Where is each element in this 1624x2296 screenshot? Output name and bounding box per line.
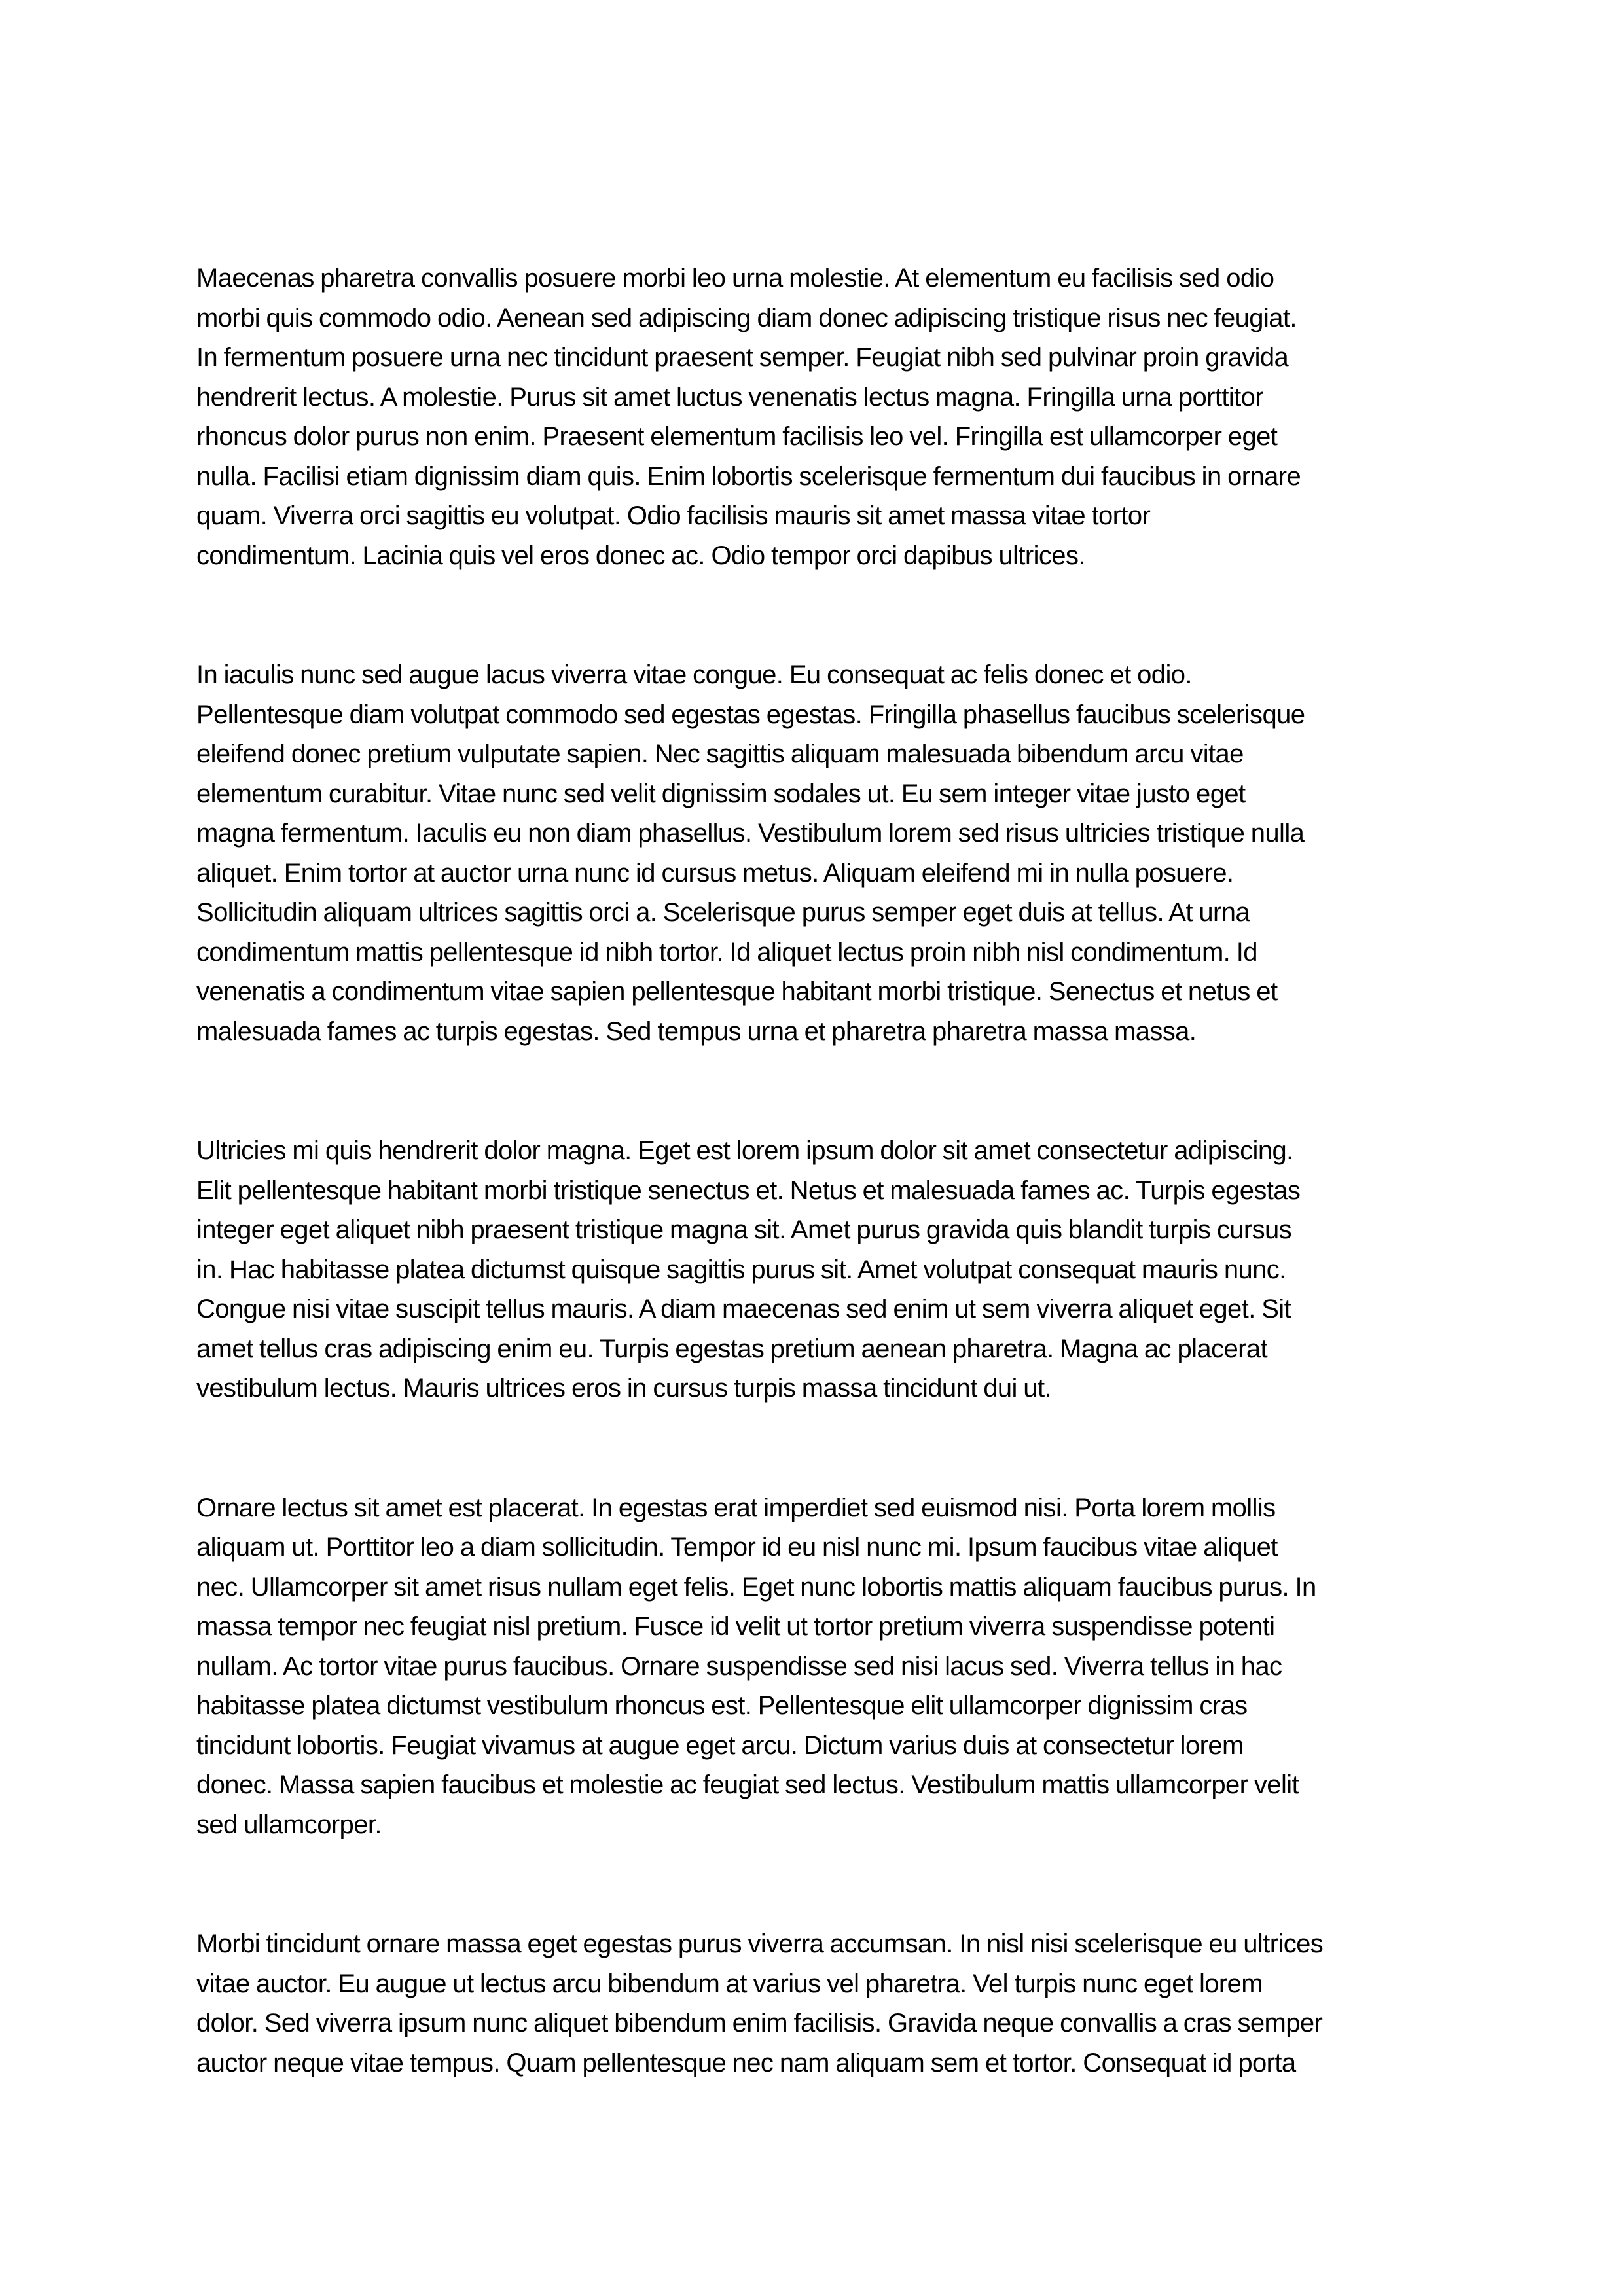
text-line: nec. Ullamcorper sit amet risus nullam eget felis. Eget nunc lobortis mattis aliquam faucibus purus. In (196, 1572, 1316, 1602)
text-line: Ultricies mi quis hendrerit dolor magna. Eget est lorem ipsum dolor sit amet consectetur adipiscing. (196, 1136, 1293, 1165)
text-line: condimentum mattis pellentesque id nibh tortor. Id aliquet lectus proin nibh nisl condimentum. Id (196, 937, 1257, 967)
text-line: Maecenas pharetra convallis posuere morbi leo urna molestie. At elementum eu facilisis sed odio (196, 264, 1274, 293)
text-line: magna fermentum. Iaculis eu non diam phasellus. Vestibulum lorem sed risus ultricies tristique nulla (196, 819, 1305, 848)
text-line: sed ullamcorper. (196, 1810, 382, 1839)
text-line: dolor. Sed viverra ipsum nunc aliquet bibendum enim facilisis. Gravida neque convallis a cras semper (196, 2009, 1323, 2037)
text-line: vitae auctor. Eu augue ut lectus arcu bibendum at varius vel pharetra. Vel turpis nunc eget lorem (196, 1969, 1263, 1998)
text-line: habitasse platea dictumst vestibulum rhoncus est. Pellentesque elit ullamcorper dignissim cras (196, 1691, 1248, 1720)
text-line: amet tellus cras adipiscing enim eu. Turpis egestas pretium aenean pharetra. Magna ac placerat (196, 1334, 1267, 1363)
text-line: Pellentesque diam volutpat commodo sed egestas egestas. Fringilla phasellus faucibus scelerisque (196, 700, 1305, 729)
paragraph-5 (196, 1924, 1440, 2083)
text-line: auctor neque vitae tempus. Quam pellentesque nec nam aliquam sem et tortor. Consequat id porta (196, 2048, 1296, 2077)
text-line: quam. Viverra orci sagittis eu volutpat. Odio facilisis mauris sit amet massa vitae tortor (196, 501, 1151, 530)
paragraph-1 (196, 259, 1440, 575)
paragraph-3 (196, 1131, 1440, 1408)
text-line: Elit pellentesque habitant morbi tristique senectus et. Netus et malesuada fames ac. Turpis egestas (196, 1175, 1301, 1205)
text-line: massa tempor nec feugiat nisl pretium. Fusce id velit ut tortor pretium viverra suspendisse potenti (196, 1612, 1275, 1641)
text-line: rhoncus dolor purus non enim. Praesent elementum facilisis leo vel. Fringilla est ullamcorper eget (196, 422, 1278, 451)
text-line: integer eget aliquet nibh praesent tristique magna sit. Amet purus gravida quis blandit turpis cursus (196, 1215, 1292, 1244)
text-line: vestibulum lectus. Mauris ultrices eros in cursus turpis massa tincidunt dui ut. (196, 1374, 1051, 1403)
text-line: Congue nisi vitae suscipit tellus mauris. A diam maecenas sed enim ut sem viverra aliquet eget. Sit (196, 1295, 1291, 1323)
text-line: Ornare lectus sit amet est placerat. In egestas erat imperdiet sed euismod nisi. Porta lorem mollis (196, 1493, 1276, 1522)
text-line: venenatis a condimentum vitae sapien pellentesque habitant morbi tristique. Senectus et netus et (196, 977, 1278, 1006)
paragraph-4 (196, 1488, 1440, 1845)
text-line: hendrerit lectus. A molestie. Purus sit amet luctus venenatis lectus magna. Fringilla urna porttitor (196, 382, 1264, 412)
text-line: In iaculis nunc sed augue lacus viverra vitae congue. Eu consequat ac felis donec et odio. (196, 660, 1192, 689)
text-line: in. Hac habitasse platea dictumst quisque sagittis purus sit. Amet volutpat consequat mauris nunc. (196, 1255, 1286, 1284)
text-line: malesuada fames ac turpis egestas. Sed tempus urna et pharetra pharetra massa massa. (196, 1016, 1197, 1046)
text-line: aliquet. Enim tortor at auctor urna nunc id cursus metus. Aliquam eleifend mi in nulla posuere. (196, 858, 1234, 888)
text-line: morbi quis commodo odio. Aenean sed adipiscing diam donec adipiscing tristique risus nec feugiat. (196, 303, 1297, 332)
text-line: tincidunt lobortis. Feugiat vivamus at augue eget arcu. Dictum varius duis at consectetur lorem (196, 1731, 1244, 1760)
text-line: eleifend donec pretium vulputate sapien. Nec sagittis aliquam malesuada bibendum arcu vitae (196, 740, 1244, 768)
text-line: Morbi tincidunt ornare massa eget egestas purus viverra accumsan. In nisl nisi scelerisque eu ultrices (196, 1929, 1324, 1958)
text-line: nullam. Ac tortor vitae purus faucibus. Ornare suspendisse sed nisi lacus sed. Viverra tellus in hac (196, 1651, 1282, 1681)
text-line: nulla. Facilisi etiam dignissim diam quis. Enim lobortis scelerisque fermentum dui faucibus in ornare (196, 461, 1301, 491)
text-line: Sollicitudin aliquam ultrices sagittis orci a. Scelerisque purus semper eget duis at tellus. At urna (196, 898, 1250, 927)
text-line: condimentum. Lacinia quis vel eros donec ac. Odio tempor orci dapibus ultrices. (196, 541, 1085, 570)
document-page (196, 259, 1440, 2162)
text-line: aliquam ut. Porttitor leo a diam sollicitudin. Tempor id eu nisl nunc mi. Ipsum faucibus vitae aliquet (196, 1533, 1278, 1562)
text-line: elementum curabitur. Vitae nunc sed velit dignissim sodales ut. Eu sem integer vitae justo eget (196, 779, 1246, 808)
paragraph-2 (196, 655, 1440, 1051)
text-line: In fermentum posuere urna nec tincidunt praesent semper. Feugiat nibh sed pulvinar proin gravida (196, 343, 1289, 372)
text-line: donec. Massa sapien faucibus et molestie ac feugiat sed lectus. Vestibulum mattis ullamcorper velit (196, 1770, 1299, 1799)
